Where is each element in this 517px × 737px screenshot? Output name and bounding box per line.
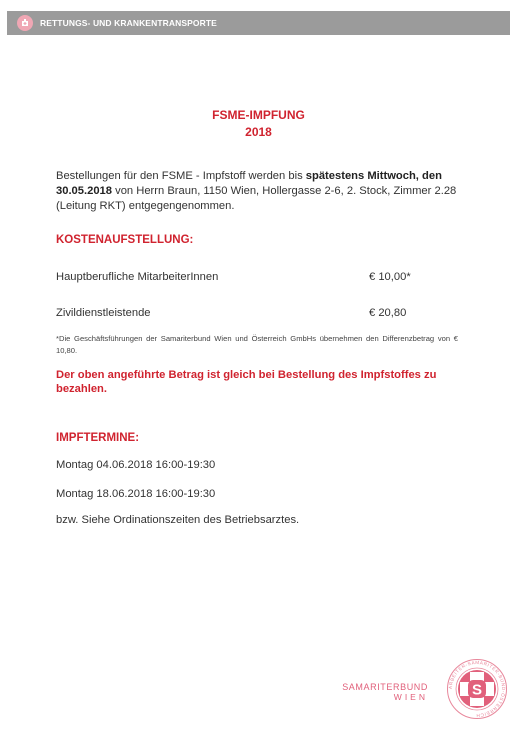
intro-deadline: spätestens Mittwoch, den 30.05.2018 (56, 170, 442, 197)
logo-name: SAMARITERBUND (342, 682, 428, 692)
appointments-heading: IMPFTERMINE: (56, 432, 140, 444)
appointment-date: Montag 18.06.2018 16:00-19:30 (56, 488, 216, 500)
document-year: 2018 (245, 125, 272, 139)
ambulance-icon (17, 15, 33, 31)
header-title: RETTUNGS- UND KRANKENTRANSPORTE (40, 18, 217, 28)
payment-warning: Der oben angeführte Betrag ist gleich bei Bestellung des Impfstoffes zu bezahlen. (56, 369, 437, 395)
cost-row-value: € 20,80 (369, 307, 407, 319)
samariterbund-seal-logo (446, 658, 508, 720)
intro-paragraph (56, 169, 461, 214)
header-bar (7, 11, 510, 35)
intro-text-after: von Herrn Braun, 1150 Wien, Hollergasse 2-6, 2. Stock, Zimmer 2.28 (Leitung RKT) entgegengenommen. (56, 185, 457, 212)
appointment-date: Montag 04.06.2018 16:00-19:30 (56, 459, 216, 471)
svg-text:ARBEITER-SAMARITER-BUND-ÖSTERR: ARBEITER-SAMARITER-BUND-ÖSTERREICH (447, 659, 507, 719)
cost-row-label: Hauptberufliche MitarbeiterInnen (56, 271, 219, 283)
document-title: FSME-IMPFUNG (212, 108, 305, 122)
svg-text:S: S (471, 681, 483, 699)
cost-footnote: *Die Geschäftsführungen der Samariterbund Wien und Österreich GmbHs übernehmen den Differenzbetrag von € 10,80. (56, 334, 458, 355)
cost-row-label: Zivildienstleistende (56, 307, 151, 319)
appointment-note: bzw. Siehe Ordinationszeiten des Betriebsarztes. (56, 514, 300, 526)
logo-city: WIEN (393, 692, 428, 702)
intro-text-before: Bestellungen für den FSME - Impfstoff werden bis (56, 170, 306, 182)
costs-heading: KOSTENAUFSTELLUNG: (56, 234, 194, 246)
cost-row-value: € 10,00* (369, 271, 411, 283)
